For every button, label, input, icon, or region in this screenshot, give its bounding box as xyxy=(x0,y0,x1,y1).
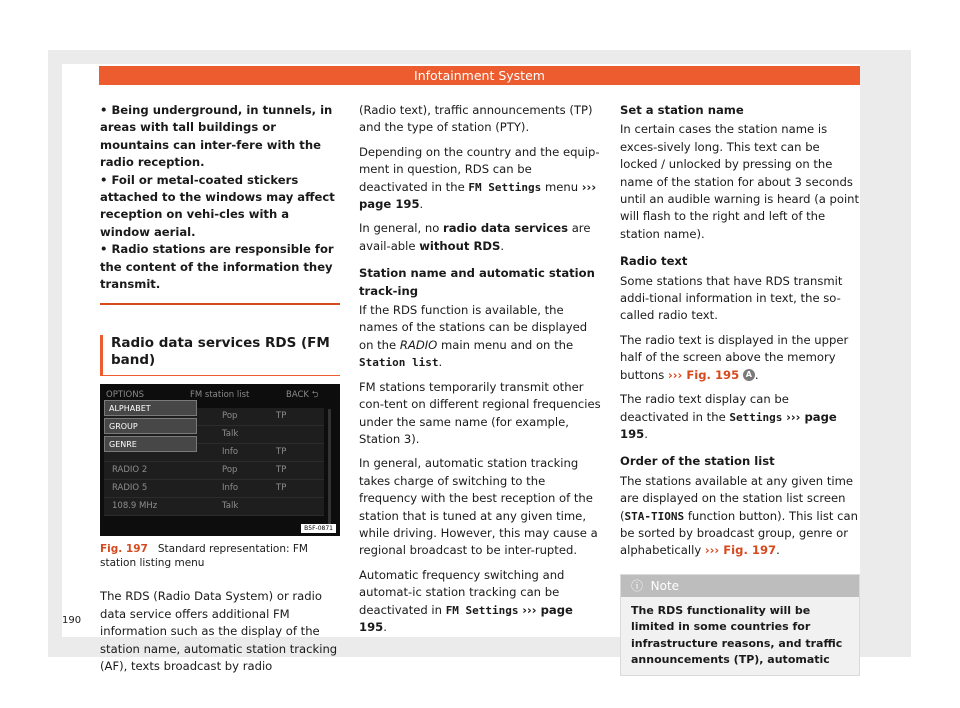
screen-tab-title: FM station list xyxy=(190,390,250,401)
column-left xyxy=(100,102,340,683)
note-body: The RDS functionality will be limited in some countries for infrastructure reasons, and traffic announcements (TP), automatic xyxy=(631,603,843,667)
body-paragraph: The RDS (Radio Data System) or radio data service offers additional FM information such as the display of the station name, automatic station tracking (AF), texts broadcast by radio xyxy=(100,589,338,674)
figure-caption-text: Standard representation: FM station listing menu xyxy=(100,543,308,570)
figure-link[interactable]: ››› Fig. 195 xyxy=(667,367,740,382)
body-paragraph: FM stations temporarily transmit other con-tent on different regional frequencies under the same name (for example, Station 3). xyxy=(359,379,601,446)
menu-code: Settings xyxy=(729,410,783,424)
screen-tab-options: OPTIONS xyxy=(106,390,144,401)
body-paragraph: Some stations that have RDS transmit addi-tional information in text, the so-called radio text. xyxy=(620,273,843,323)
note-header xyxy=(621,575,859,597)
page-link[interactable]: ››› page 195 xyxy=(620,409,837,441)
menu-code: FM Settings xyxy=(468,180,542,194)
screen-button-alphabet: ALPHABET xyxy=(104,400,197,416)
section-title: Radio data services RDS (FM band) xyxy=(100,335,340,376)
menu-code: STA-TIONS xyxy=(624,509,685,523)
subheading: Radio text xyxy=(620,254,688,269)
warning-bullet-1: • Being underground, in tunnels, in areas with tall buildings or mountains can inter-fere with the radio reception. xyxy=(100,103,333,170)
page-number: 190 xyxy=(62,615,82,626)
body-paragraph: In general, no radio data services are avail-able without RDS. xyxy=(359,221,591,253)
warning-bullet-2: • Foil or metal-coated stickers attached to the windows may affect reception on vehi-cles with a window aerial. xyxy=(100,172,335,239)
column-right xyxy=(620,102,860,676)
station-row: Info TP xyxy=(104,444,324,462)
figure-caption xyxy=(100,542,340,570)
screen-button-genre: GENRE xyxy=(104,436,197,452)
station-row: RADIO 2 Pop TP xyxy=(104,462,324,480)
menu-code: FM Settings xyxy=(445,603,519,617)
note-title: Note xyxy=(650,578,680,593)
column-middle xyxy=(359,102,603,643)
page-link[interactable]: ››› page 195 xyxy=(359,602,573,634)
station-row: 108.9 MHz Talk xyxy=(104,498,324,516)
body-paragraph: The stations available at any given time are displayed on the station list screen (STA-TIONS function button). This list can be sorted by broadcast group, genre or alphabetically ››› Fig. 197. xyxy=(620,473,858,558)
body-paragraph: (Radio text), traffic announcements (TP) and the type of station (PTY). xyxy=(359,103,593,135)
subheading: Set a station name xyxy=(620,103,744,117)
body-paragraph: Automatic frequency switching and automat-ic station tracking can be deactivated in FM Settings ››› page 195. xyxy=(359,567,573,634)
subheading: Order of the station list xyxy=(620,454,775,469)
subheading: Station name and automatic station track-ing xyxy=(359,266,595,298)
callout-marker: A xyxy=(743,369,755,381)
body-paragraph: If the RDS function is available, the names of the stations can be displayed on the RADIO main menu and on the Station list. xyxy=(359,303,588,370)
screen-button-group: GROUP xyxy=(104,418,197,434)
station-row: RADIO 5 Info TP xyxy=(104,480,324,498)
screen-scrollbar xyxy=(328,409,331,527)
note-box xyxy=(620,574,860,676)
body-paragraph: The radio text is displayed in the upper half of the screen above the memory buttons ››› Fig. 195 A . xyxy=(620,332,849,382)
body-paragraph: In certain cases the station name is exces-sively long. This text can be locked / unlocked by pressing on the name of the station for about 3 seconds until an audible warning is heard (a point will flash to the right and left of the station name). xyxy=(620,122,860,241)
screen-tab-back: BACK ⮌ xyxy=(286,390,319,401)
body-paragraph: Depending on the country and the equip-ment in question, RDS can be deactivated in the FM Settings menu ››› page 195. xyxy=(359,144,600,212)
header-title: Infotainment System xyxy=(414,68,545,83)
menu-code: Station list xyxy=(359,356,439,370)
warning-bullet-3: • Radio stations are responsible for the content of the information they transmit. xyxy=(100,242,334,292)
figure-screenshot xyxy=(100,384,340,536)
info-icon: ⓘ xyxy=(631,578,644,593)
body-paragraph: The radio text display can be deactivated in the Settings ››› page 195. xyxy=(620,392,837,441)
station-row: Talk xyxy=(104,426,324,444)
page-link[interactable]: ››› page 195 xyxy=(359,179,597,212)
figure-link[interactable]: ››› Fig. 197 xyxy=(704,543,777,558)
warning-box xyxy=(100,102,340,305)
page-header xyxy=(99,66,860,85)
body-paragraph: In general, automatic station tracking takes charge of switching to the frequency with the best reception of the station that is tuned at any given time, while driving. However, this may cause a regional broadcast to be inter-rupted. xyxy=(359,456,598,558)
station-row: Pop TP xyxy=(104,408,324,426)
figure-number: Fig. 197 xyxy=(100,543,148,556)
image-code: B5F-0871 xyxy=(301,524,336,533)
